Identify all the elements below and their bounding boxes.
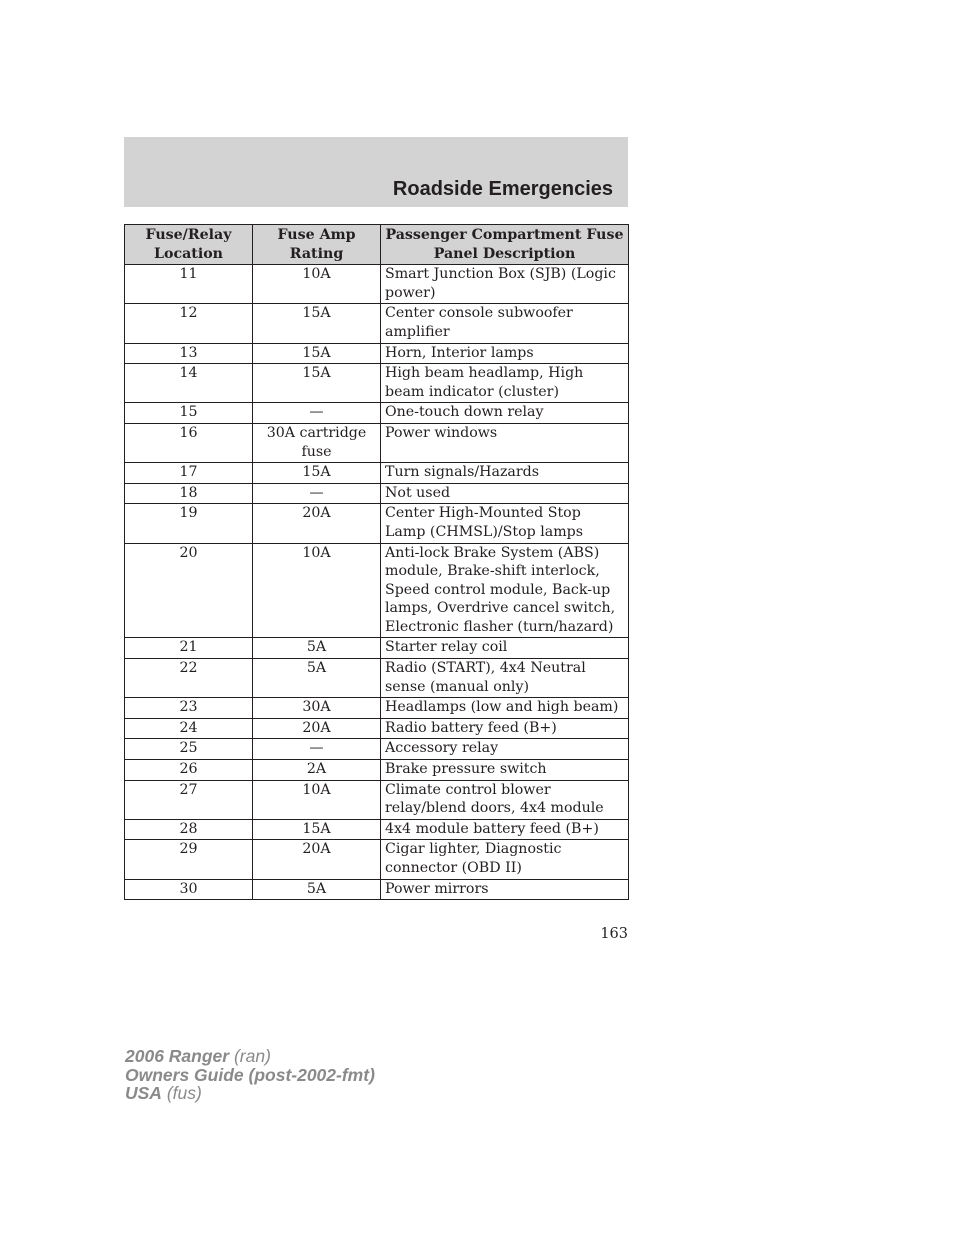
fuse-amp: 20A — [253, 718, 381, 739]
fuse-description: Smart Junction Box (SJB) (Logic power) — [381, 265, 629, 304]
table-row — [125, 304, 629, 343]
fuse-location: 22 — [125, 659, 253, 698]
fuse-location: 15 — [125, 403, 253, 424]
fuse-amp: — — [253, 483, 381, 504]
fuse-amp: — — [253, 739, 381, 760]
fuse-location: 27 — [125, 780, 253, 819]
fuse-amp: 15A — [253, 463, 381, 484]
fuse-location: 11 — [125, 265, 253, 304]
fuse-location: 21 — [125, 638, 253, 659]
header-amp-line2: Rating — [289, 245, 344, 262]
fuse-location: 25 — [125, 739, 253, 760]
table-row — [125, 698, 629, 719]
footer-model: 2006 Ranger — [125, 1046, 230, 1066]
fuse-amp: 15A — [253, 364, 381, 403]
table-row — [125, 343, 629, 364]
fuse-location: 19 — [125, 504, 253, 543]
fuse-location: 20 — [125, 543, 253, 638]
fuse-description: Climate control blower relay/blend doors, 4x4 module — [381, 780, 629, 819]
fuse-description: Radio battery feed (B+) — [381, 718, 629, 739]
table-header-row — [125, 225, 629, 265]
page-number: 163 — [600, 926, 628, 942]
fuse-location: 16 — [125, 423, 253, 462]
section-title: Roadside Emergencies — [392, 178, 613, 200]
table-row — [125, 718, 629, 739]
fuse-location: 12 — [125, 304, 253, 343]
fuse-description: One-touch down relay — [381, 403, 629, 424]
fuse-amp: — — [253, 403, 381, 424]
table-row — [125, 403, 629, 424]
footer-line-3 — [125, 1084, 375, 1103]
fuse-amp: 10A — [253, 265, 381, 304]
fuse-amp: 15A — [253, 819, 381, 840]
table-row — [125, 659, 629, 698]
table-row — [125, 638, 629, 659]
footer-market: USA — [125, 1083, 162, 1103]
table-row — [125, 819, 629, 840]
header-amp-line1: Fuse Amp — [277, 227, 356, 243]
fuse-description: High beam headlamp, High beam indicator (cluster) — [381, 364, 629, 403]
fuse-amp: 20A — [253, 504, 381, 543]
fuse-location: 17 — [125, 463, 253, 484]
fuse-amp: 5A — [253, 638, 381, 659]
fuse-amp: 30A cartridge fuse — [253, 423, 381, 462]
fuse-description: Accessory relay — [381, 739, 629, 760]
fuse-description: Horn, Interior lamps — [381, 343, 629, 364]
footer-model-code: (ran) — [233, 1046, 271, 1066]
fuse-description: Power mirrors — [381, 879, 629, 900]
footer-guide: Owners Guide (post-2002-fmt) — [125, 1064, 375, 1085]
fuse-amp: 5A — [253, 659, 381, 698]
fuse-location: 13 — [125, 343, 253, 364]
table-row — [125, 543, 629, 638]
fuse-description: Brake pressure switch — [381, 760, 629, 781]
fuse-amp: 30A — [253, 698, 381, 719]
header-description-line1: Passenger Compartment Fuse — [385, 227, 624, 243]
fuse-description: Cigar lighter, Diagnostic connector (OBD II) — [381, 840, 629, 879]
fuse-amp: 10A — [253, 543, 381, 638]
table-row — [125, 780, 629, 819]
header-description-line2: Panel Description — [433, 245, 576, 262]
document-footer — [125, 1047, 375, 1103]
fuse-description: Center High-Mounted Stop Lamp (CHMSL)/Stop lamps — [381, 504, 629, 543]
fuse-description: Anti-lock Brake System (ABS) module, Brake-shift interlock, Speed control module, Back-up lamps, Overdrive cancel switch, Electronic flasher (turn/hazard) — [381, 543, 629, 638]
fuse-amp: 20A — [253, 840, 381, 879]
footer-line-1 — [125, 1047, 375, 1066]
fuse-location: 14 — [125, 364, 253, 403]
table-row — [125, 463, 629, 484]
fuse-description: Turn signals/Hazards — [381, 463, 629, 484]
fuse-amp: 15A — [253, 304, 381, 343]
header-amp-rating — [253, 225, 381, 265]
table-row — [125, 265, 629, 304]
table-row — [125, 483, 629, 504]
fuse-amp: 15A — [253, 343, 381, 364]
fuse-description: Not used — [381, 483, 629, 504]
fuse-description: Center console subwoofer amplifier — [381, 304, 629, 343]
section-header-band — [124, 137, 628, 207]
fuse-location: 30 — [125, 879, 253, 900]
table-row — [125, 840, 629, 879]
table-row — [125, 739, 629, 760]
fuse-description: 4x4 module battery feed (B+) — [381, 819, 629, 840]
fuse-description: Power windows — [381, 423, 629, 462]
header-location-line2: Location — [154, 245, 223, 262]
table-row — [125, 423, 629, 462]
fuse-amp: 2A — [253, 760, 381, 781]
fuse-description: Headlamps (low and high beam) — [381, 698, 629, 719]
fuse-location: 18 — [125, 483, 253, 504]
fuse-description: Starter relay coil — [381, 638, 629, 659]
fuse-location: 26 — [125, 760, 253, 781]
fuse-location: 23 — [125, 698, 253, 719]
fuse-table — [124, 224, 629, 900]
fuse-amp: 10A — [253, 780, 381, 819]
header-location-line1: Fuse/Relay — [145, 227, 232, 243]
header-description — [381, 225, 629, 265]
fuse-location: 28 — [125, 819, 253, 840]
header-location — [125, 225, 253, 265]
table-row — [125, 504, 629, 543]
fuse-amp: 5A — [253, 879, 381, 900]
fuse-location: 29 — [125, 840, 253, 879]
table-row — [125, 760, 629, 781]
footer-line-2 — [125, 1066, 375, 1085]
table-row — [125, 879, 629, 900]
table-row — [125, 364, 629, 403]
footer-market-code: (fus) — [166, 1083, 202, 1103]
fuse-description: Radio (START), 4x4 Neutral sense (manual only) — [381, 659, 629, 698]
fuse-location: 24 — [125, 718, 253, 739]
